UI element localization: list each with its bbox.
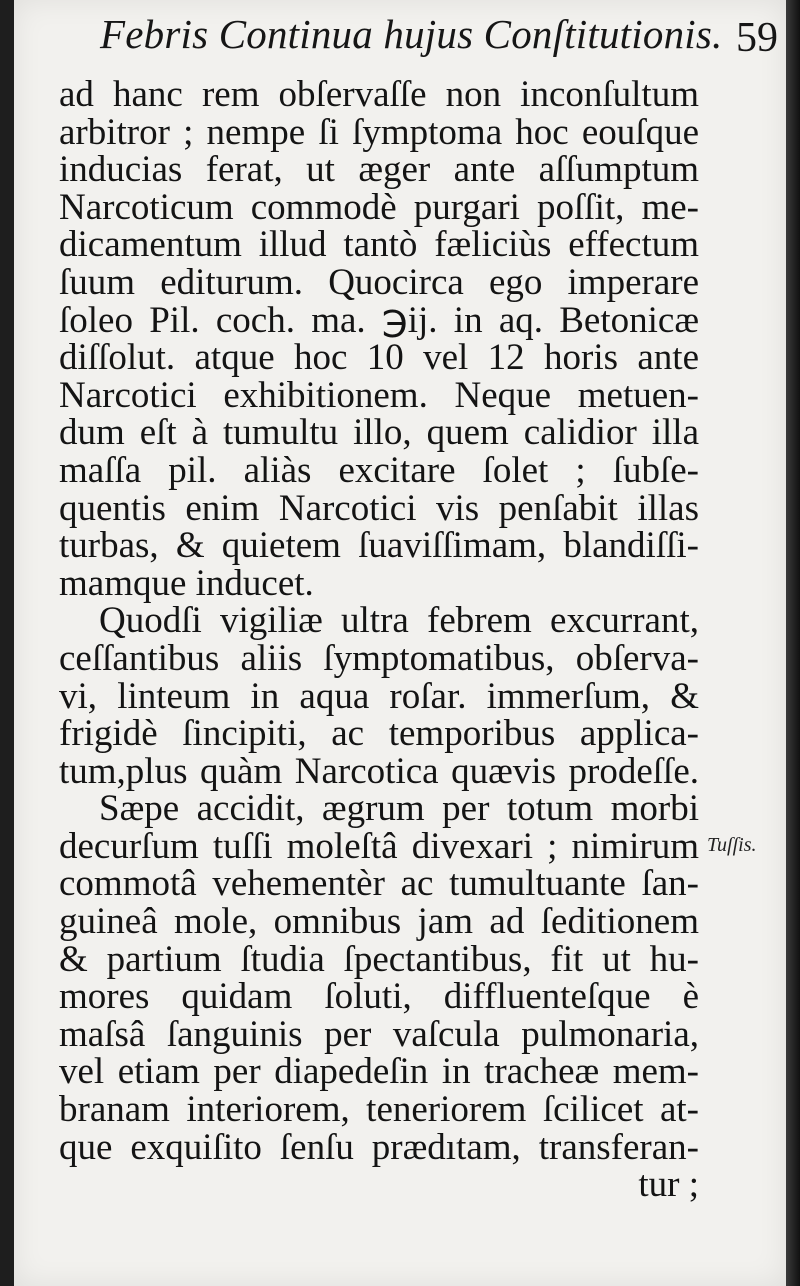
- text-line: maſſa pil. aliàs excitare ſolet ; ſubſe-: [59, 449, 699, 491]
- text-line: Narcoticum commodè purgari poſſit, me-: [59, 186, 699, 228]
- text-line: Narcotici exhibitionem. Neque metuen-: [59, 374, 699, 416]
- text-line: ad hanc rem obſervaſſe non inconſultum: [59, 74, 699, 115]
- text-line: dicamentum illud tantò fæliciùs effectum: [59, 224, 699, 266]
- text-line: vi, linteum in aqua roſar. immerſum, &: [59, 675, 699, 717]
- scan-edge: [786, 0, 800, 1286]
- text-line: maſsâ ſanguinis per vaſcula pulmonaria,: [59, 1013, 699, 1055]
- text-line: inducias ferat, ut æger ante aſſumptum: [59, 149, 699, 191]
- paragraph-start-line: Sæpe accidit, ægrum per totum morbi: [99, 788, 699, 830]
- text-line: quentis enim Narcotici vis penſabit illas: [59, 487, 699, 529]
- text-line: vel etiam per diapedeſin in tracheæ mem-: [59, 1051, 699, 1093]
- text-line: guineâ mole, omnibus jam ad ſeditionem: [59, 901, 699, 943]
- text-line: mamque inducet.: [59, 562, 314, 604]
- text-line: arbitror ; nempe ſi ſymptoma hoc eouſque: [59, 111, 699, 153]
- text-line: branam interiorem, teneriorem ſcilicet at-: [59, 1089, 699, 1131]
- text-line: dum eſt à tumultu illo, quem calidior illa: [59, 412, 699, 454]
- book-page: [14, 0, 786, 1286]
- text-line: turbas, & quietem ſuaviſſimam, blandiſſi-: [59, 525, 699, 567]
- text-line: ſuum editurum. Quocirca ego imperare: [59, 261, 699, 303]
- catchword-line: tur ;: [638, 1164, 699, 1206]
- text-line: mores quidam ſoluti, diffluenteſque è: [59, 976, 699, 1018]
- paragraph-start-line: Quodſi vigiliæ ultra febrem excurrant,: [99, 600, 699, 642]
- text-line: & partium ſtudia ſpectantibus, fit ut hu-: [59, 938, 699, 980]
- running-head: Febris Continua hujus Conſtitutionis.: [100, 11, 723, 57]
- text-line: frigidè ſincipiti, ac temporibus applica-: [59, 713, 699, 755]
- text-line: ceſſantibus aliis ſymptomatibus, obſerva-: [59, 637, 699, 679]
- text-line: diſſolut. atque hoc 10 vel 12 horis ante: [59, 337, 699, 379]
- text-line: que exquiſito ſenſu prædıtam, transferan-: [59, 1126, 699, 1168]
- text-line: tum,plus quàm Narcotica quævis prodeſſe.: [59, 750, 699, 792]
- text-line: decurſum tuſſi moleſtâ divexari ; nimirum: [59, 825, 699, 867]
- text-line: ſoleo Pil. coch. ma. ℈ij. in aq. Betonicæ: [59, 299, 699, 341]
- text-line: commotâ vehementèr ac tumultuante ſan-: [59, 863, 699, 905]
- margin-note: Tuſſis.: [707, 834, 757, 856]
- body-text: [59, 76, 699, 1204]
- page-number: 59: [736, 15, 778, 61]
